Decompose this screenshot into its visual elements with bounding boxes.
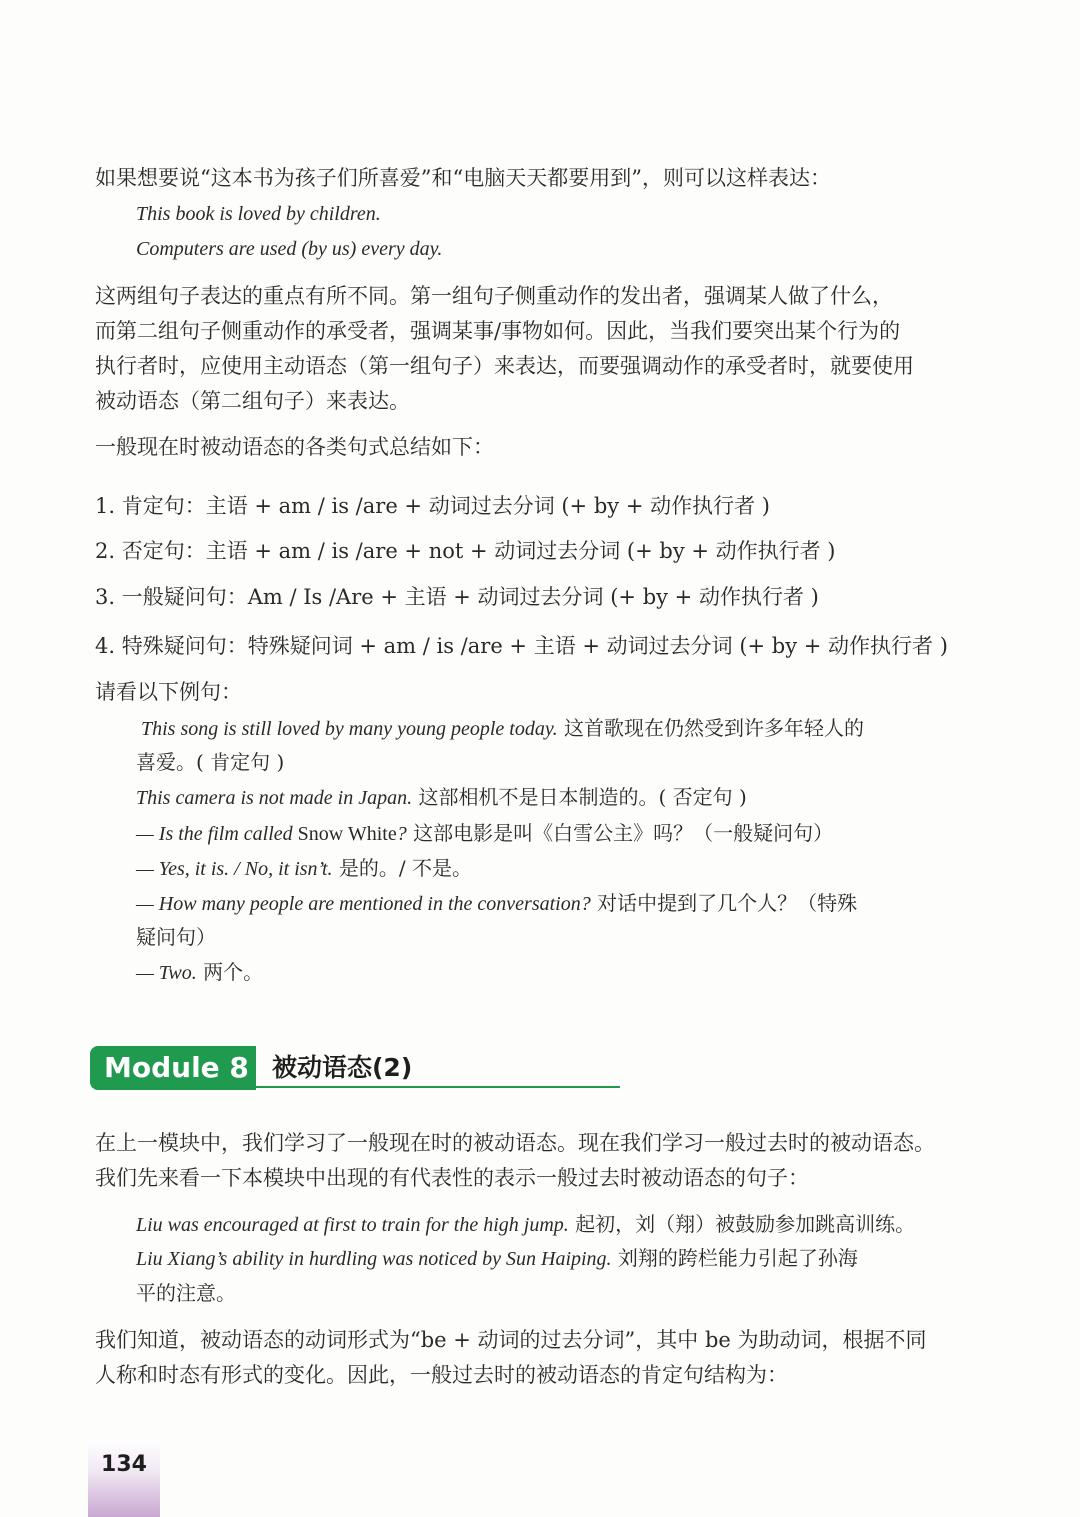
example-cn: 这首歌现在仍然受到许多年轻人的: [557, 716, 864, 740]
example-cn: 这部相机不是日本制造的。( 否定句 ): [412, 785, 747, 809]
paragraph-line: 在上一模块中，我们学习了一般现在时的被动语态。现在我们学习一般过去时的被动语态。: [95, 1131, 935, 1155]
page-number: 134: [101, 1452, 147, 1477]
module-heading: [90, 1046, 620, 1090]
example-en: — Two.: [136, 962, 197, 984]
paragraph-line: 被动语态（第二组句子）来表达。: [95, 389, 410, 413]
summary-intro: 一般现在时被动语态的各类句式总结如下：: [95, 435, 494, 459]
example-en: This song is still loved by many young people today.: [141, 718, 558, 740]
example-en: Liu Xiang’s ability in hurdling was noticed by Sun Haiping.: [136, 1248, 612, 1270]
example-sentence: [136, 957, 263, 988]
module-underline: [256, 1086, 620, 1088]
paragraph-line: 人称和时态有形式的变化。因此，一般过去时的被动语态的肯定句结构为：: [95, 1363, 788, 1387]
example-cn: 平的注意。: [136, 1281, 236, 1305]
example-cn: 刘翔的跨栏能力引起了孙海: [611, 1246, 858, 1270]
example-sentence: [136, 782, 747, 813]
example-sentence: [136, 199, 381, 229]
example-sentence: [136, 1243, 858, 1274]
paragraph-line: 我们知道，被动语态的动词形式为“be + 动词的过去分词”，其中 be 为助动词，根据不同: [95, 1328, 927, 1352]
example-sentence: [136, 1278, 236, 1309]
module-label: Module 8: [90, 1046, 256, 1090]
example-cn: 两个。: [196, 960, 264, 984]
example-sentence: [136, 1209, 915, 1240]
example-cn: 起初，刘（翔）被鼓励参加跳高训练。: [568, 1212, 916, 1236]
example-sentence: [136, 747, 284, 778]
example-cn: 这部电影是叫《白雪公主》吗？（一般疑问句）: [406, 821, 834, 845]
example-en: ?: [396, 823, 407, 845]
example-sentence: [136, 888, 857, 919]
page-number-tab: [88, 1440, 160, 1517]
example-en: — Yes, it is. / No, it isn’t.: [136, 858, 333, 880]
paragraph-line: 这两组句子表达的重点有所不同。第一组句子侧重动作的发出者，强调某人做了什么，: [95, 284, 893, 308]
rule-general-question: 3. 一般疑问句：Am / Is /Are + 主语 + 动词过去分词 (+ by + 动作执行者 ): [95, 585, 819, 609]
module-title: 被动语态(2): [272, 1053, 413, 1082]
example-cn: 喜爱。( 肯定句 ): [136, 750, 285, 774]
example-sentence: [136, 922, 216, 953]
example-sentence: [136, 234, 442, 264]
paragraph-line: 我们先来看一下本模块中出现的有代表性的表示一般过去时被动语态的句子：: [95, 1166, 809, 1190]
rule-affirmative: 1. 肯定句：主语 + am / is /are + 动词过去分词 (+ by + 动作执行者 ): [95, 494, 770, 518]
example-cn: 是的。/ 不是。: [332, 856, 472, 880]
paragraph-line: 执行者时，应使用主动语态（第一组句子）来表达，而要强调动作的承受者时，就要使用: [95, 354, 914, 378]
examples-intro: 请看以下例句：: [95, 680, 242, 704]
example-en: This book is loved by children.: [136, 203, 381, 225]
example-en: Computers are used (by us) every day.: [136, 238, 443, 260]
example-cn: 疑问句）: [136, 925, 216, 949]
example-sentence: [141, 713, 864, 744]
example-en: Liu was encouraged at first to train for the high jump.: [136, 1214, 569, 1236]
intro-line: 如果想要说“这本书为孩子们所喜爱”和“电脑天天都要用到”，则可以这样表达：: [95, 166, 831, 190]
rule-negative: 2. 否定句：主语 + am / is /are + not + 动词过去分词 (+ by + 动作执行者 ): [95, 539, 836, 563]
example-en: — Is the film called: [136, 823, 298, 845]
film-title: Snow White: [297, 823, 397, 845]
example-en: This camera is not made in Japan.: [136, 787, 413, 809]
example-sentence: [136, 853, 472, 884]
example-en: — How many people are mentioned in the conversation?: [136, 893, 591, 915]
example-cn: 对话中提到了几个人？（特殊: [590, 891, 858, 915]
paragraph-line: 而第二组句子侧重动作的承受者，强调某事/事物如何。因此，当我们要突出某个行为的: [95, 319, 901, 343]
rule-special-question: 4. 特殊疑问句：特殊疑问词 + am / is /are + 主语 + 动词过去分词 (+ by + 动作执行者 ): [95, 634, 948, 658]
example-sentence: [136, 818, 833, 849]
